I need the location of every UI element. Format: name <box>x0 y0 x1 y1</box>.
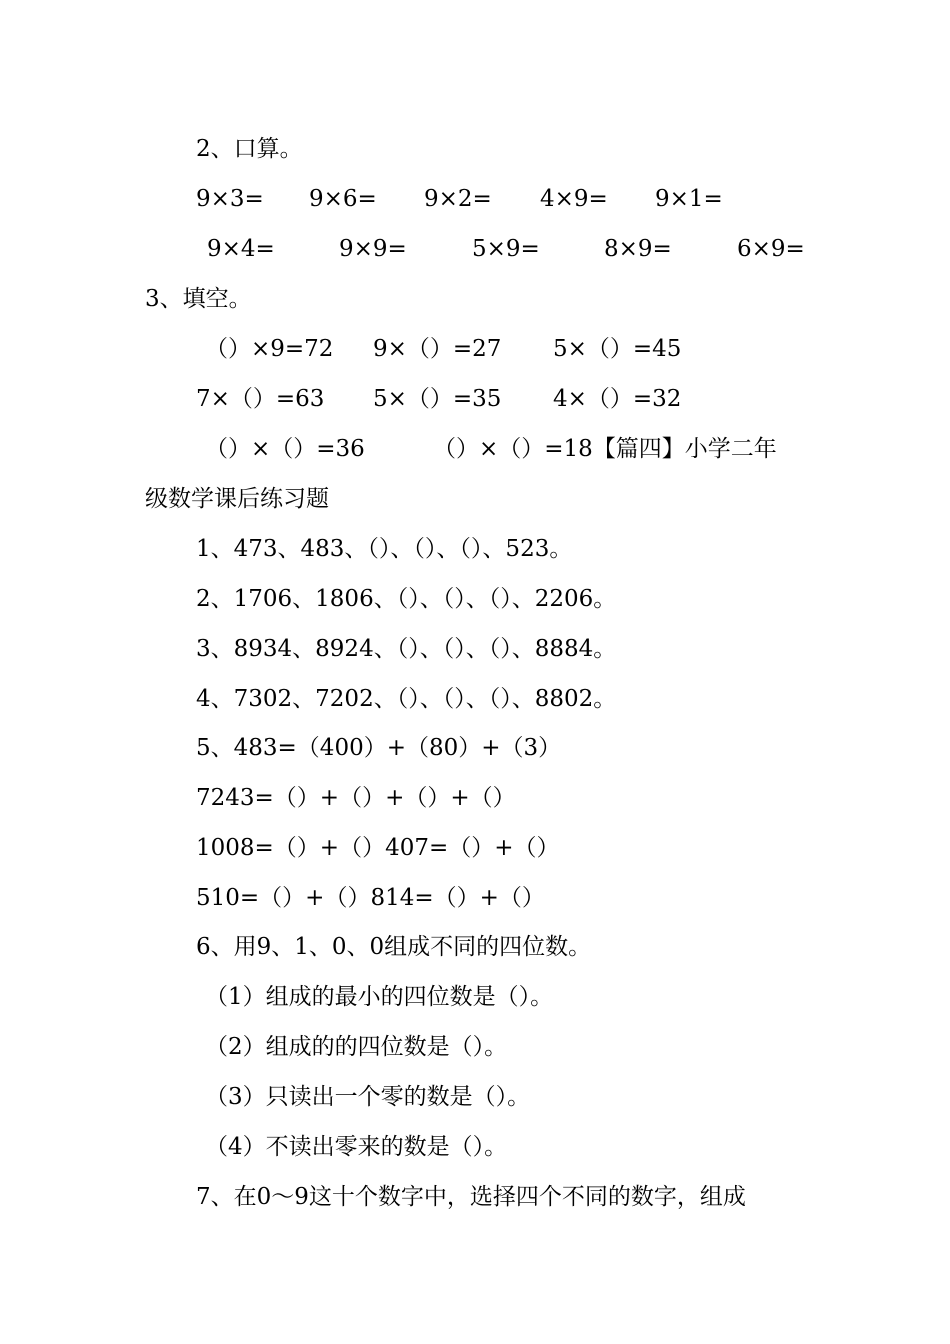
oral-calc-cell: 9×2= <box>424 186 492 212</box>
exercise-subitem: （2）组成的的四位数是（）。 <box>205 1034 508 1060</box>
exercise-line: 3、8934、8924、（）、（）、（）、8884。 <box>196 636 617 662</box>
section-4-title-continuation: 级数学课后练习题 <box>145 486 329 512</box>
exercise-line: 4、7302、7202、（）、（）、（）、8802。 <box>196 686 617 712</box>
oral-calc-cell: 9×9= <box>339 236 407 262</box>
fill-blank-cell: 4×（）=32 <box>553 386 682 412</box>
fill-blank-cell-with-title: （）×（）=18【篇四】小学二年 <box>433 436 777 462</box>
oral-calc-cell: 9×1= <box>655 186 723 212</box>
fill-blank-cell: 5×（）=45 <box>553 336 682 362</box>
section-2-heading: 2、口算。 <box>196 136 303 162</box>
exercise-line: 7243=（）+（）+（）+（） <box>196 785 516 811</box>
oral-calc-cell: 6×9= <box>737 236 805 262</box>
exercise-line: 510=（）+（）814=（）+（） <box>196 885 545 911</box>
exercise-line: 1、473、483、（）、（）、（）、523。 <box>196 536 573 562</box>
oral-calc-cell: 8×9= <box>604 236 672 262</box>
exercise-subitem: （3）只读出一个零的数是（）。 <box>205 1084 531 1110</box>
oral-calc-cell: 4×9= <box>540 186 608 212</box>
exercise-line: 5、483=（400）+（80）+（3） <box>196 735 562 761</box>
exercise-line: 1008=（）+（）407=（）+（） <box>196 835 560 861</box>
exercise-line: 6、用9、1、0、0组成不同的四位数。 <box>196 934 592 960</box>
exercise-subitem: （4）不读出零来的数是（）。 <box>205 1134 508 1160</box>
fill-blank-cell: 7×（）=63 <box>196 386 325 412</box>
oral-calc-cell: 5×9= <box>472 236 540 262</box>
oral-calc-cell: 9×3= <box>196 186 264 212</box>
fill-blank-cell: （）×9=72 <box>205 336 334 362</box>
fill-blank-cell: 5×（）=35 <box>373 386 502 412</box>
exercise-line: 2、1706、1806、（）、（）、（）、2206。 <box>196 586 617 612</box>
oral-calc-cell: 9×4= <box>207 236 275 262</box>
exercise-line: 7、在0～9这十个数字中，选择四个不同的数字，组成 <box>196 1184 746 1210</box>
fill-blank-cell: （）×（）=36 <box>205 436 365 462</box>
fill-blank-cell: 9×（）=27 <box>373 336 502 362</box>
section-3-heading: 3、填空。 <box>145 286 252 312</box>
oral-calc-cell: 9×6= <box>309 186 377 212</box>
exercise-subitem: （1）组成的最小的四位数是（）。 <box>205 984 554 1010</box>
